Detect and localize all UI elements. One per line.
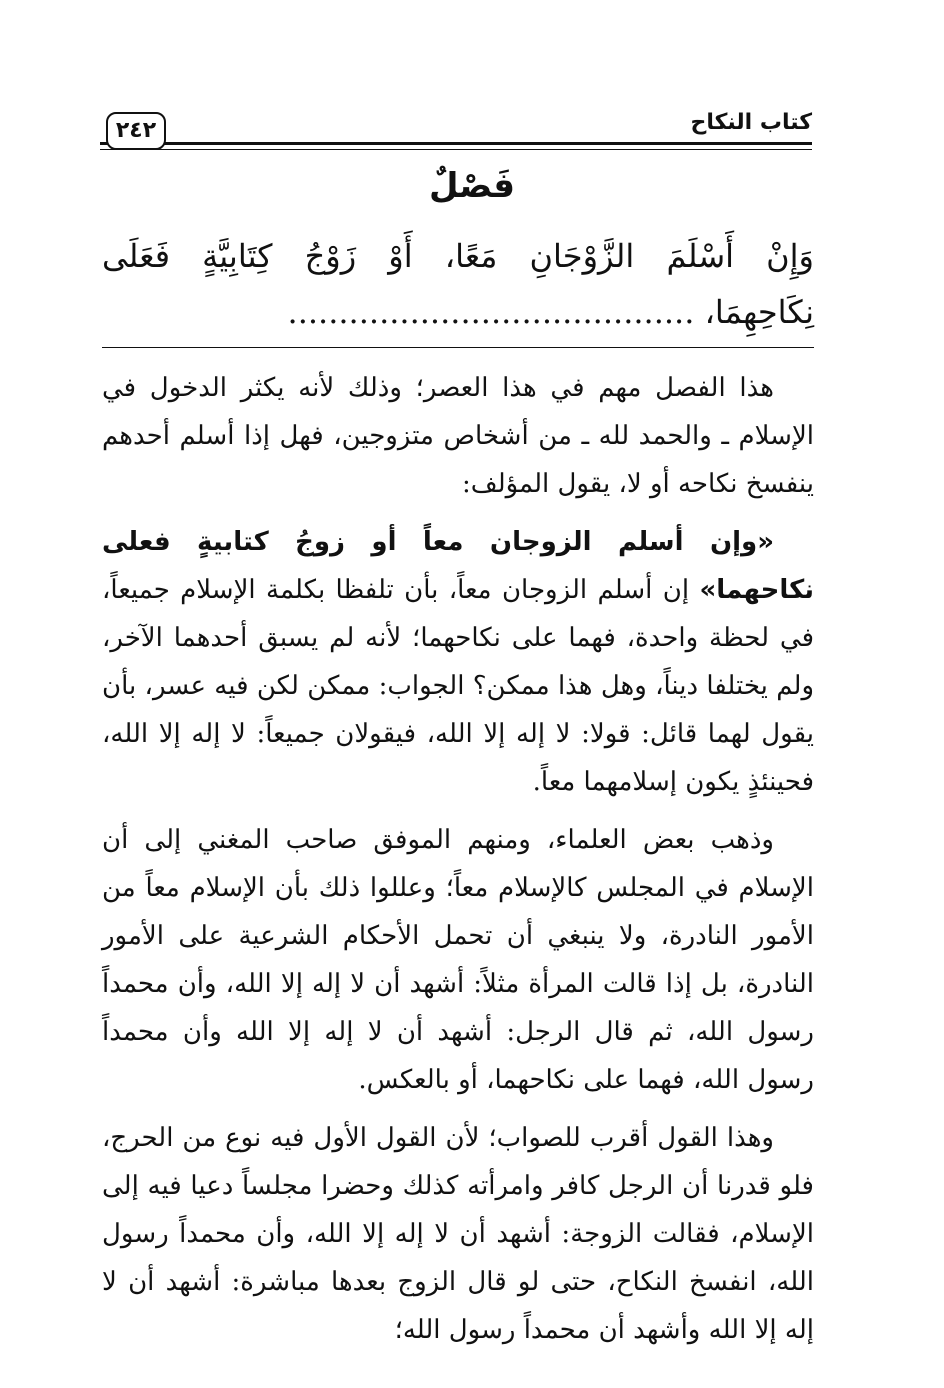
matn-line-2	[102, 284, 814, 340]
paragraph-4: وهذا القول أقرب للصواب؛ لأن القول الأول فيه نوع من الحرج، فلو قدرنا أن الرجل كافر وامرأته كذلك وحضرا مجلساً دعيا فيه إلى الإسلام، فقالت الزوجة: أشهد أن لا إله إلا الله، وأن محمداً رسول الله، انفسخ النكاح، حتى لو قال الزوج بعدها مباشرة: أشهد أن لا إله إلا الله وأشهد أن محمداً رسول الله؛	[102, 1123, 814, 1345]
paragraph-2-text: إن أسلم الزوجان معاً، بأن تلفظا بكلمة الإسلام جميعاً، في لحظة واحدة، فهما على نكاحهما؛ لأنه لم يسبق أحدهما الآخر، ولم يختلفا ديناً، وهل هذا ممكن؟ الجواب: ممكن لكن فيه عسر، بأن يقول لهما قائل: قولا: لا إله إلا الله، فيقولان جميعاً: لا إله إلا الله، فحينئذٍ يكون إسلامهما معاً.	[102, 575, 814, 797]
page-number: ٢٤٢	[106, 112, 166, 150]
matn-text	[102, 228, 814, 340]
matn-quote: «وإن أسلم الزوجان معاً أو زوجُ كتابيةٍ فعلى نكاحهما»	[102, 527, 814, 605]
matn-line-2-text: نِكَاحِهِمَا،	[704, 293, 814, 331]
book-title: كتاب النكاح	[690, 110, 812, 135]
matn-line-1: وَإِنْ أَسْلَمَ الزَّوْجَانِ مَعًا، أَوْ زَوْجُ كِتَابِيَّةٍ فَعَلَى	[102, 237, 814, 275]
page-header	[100, 104, 812, 154]
matn-dots: ........................................	[287, 293, 695, 331]
paragraph-3: وذهب بعض العلماء، ومنهم الموفق صاحب المغني إلى أن الإسلام في المجلس كالإسلام معاً؛ وعللوا ذلك بأن الإسلام معاً من الأمور النادرة، ولا ينبغي أن تحمل الأحكام الشرعية على الأمور النادرة، بل إذا قالت المرأة مثلاً: أشهد أن لا إله إلا الله، وأن محمداً رسول الله، ثم قال الرجل: أشهد أن لا إله إلا الله وأن محمداً رسول الله، فهما على نكاحهما، أو بالعكس.	[102, 825, 814, 1095]
paragraph-1: هذا الفصل مهم في هذا العصر؛ وذلك لأنه يكثر الدخول في الإسلام ـ والحمد لله ـ من أشخاص متزوجين، فهل إذا أسلم أحدهم ينفسخ نكاحه أو لا، يقول المؤلف:	[102, 373, 814, 499]
section-heading: فَصْلٌ	[428, 166, 516, 206]
commentary	[102, 364, 814, 1364]
paragraph-2	[102, 518, 814, 806]
header-rule-thin	[100, 149, 812, 150]
header-rule-thick	[100, 142, 812, 145]
matn-separator	[102, 347, 814, 348]
